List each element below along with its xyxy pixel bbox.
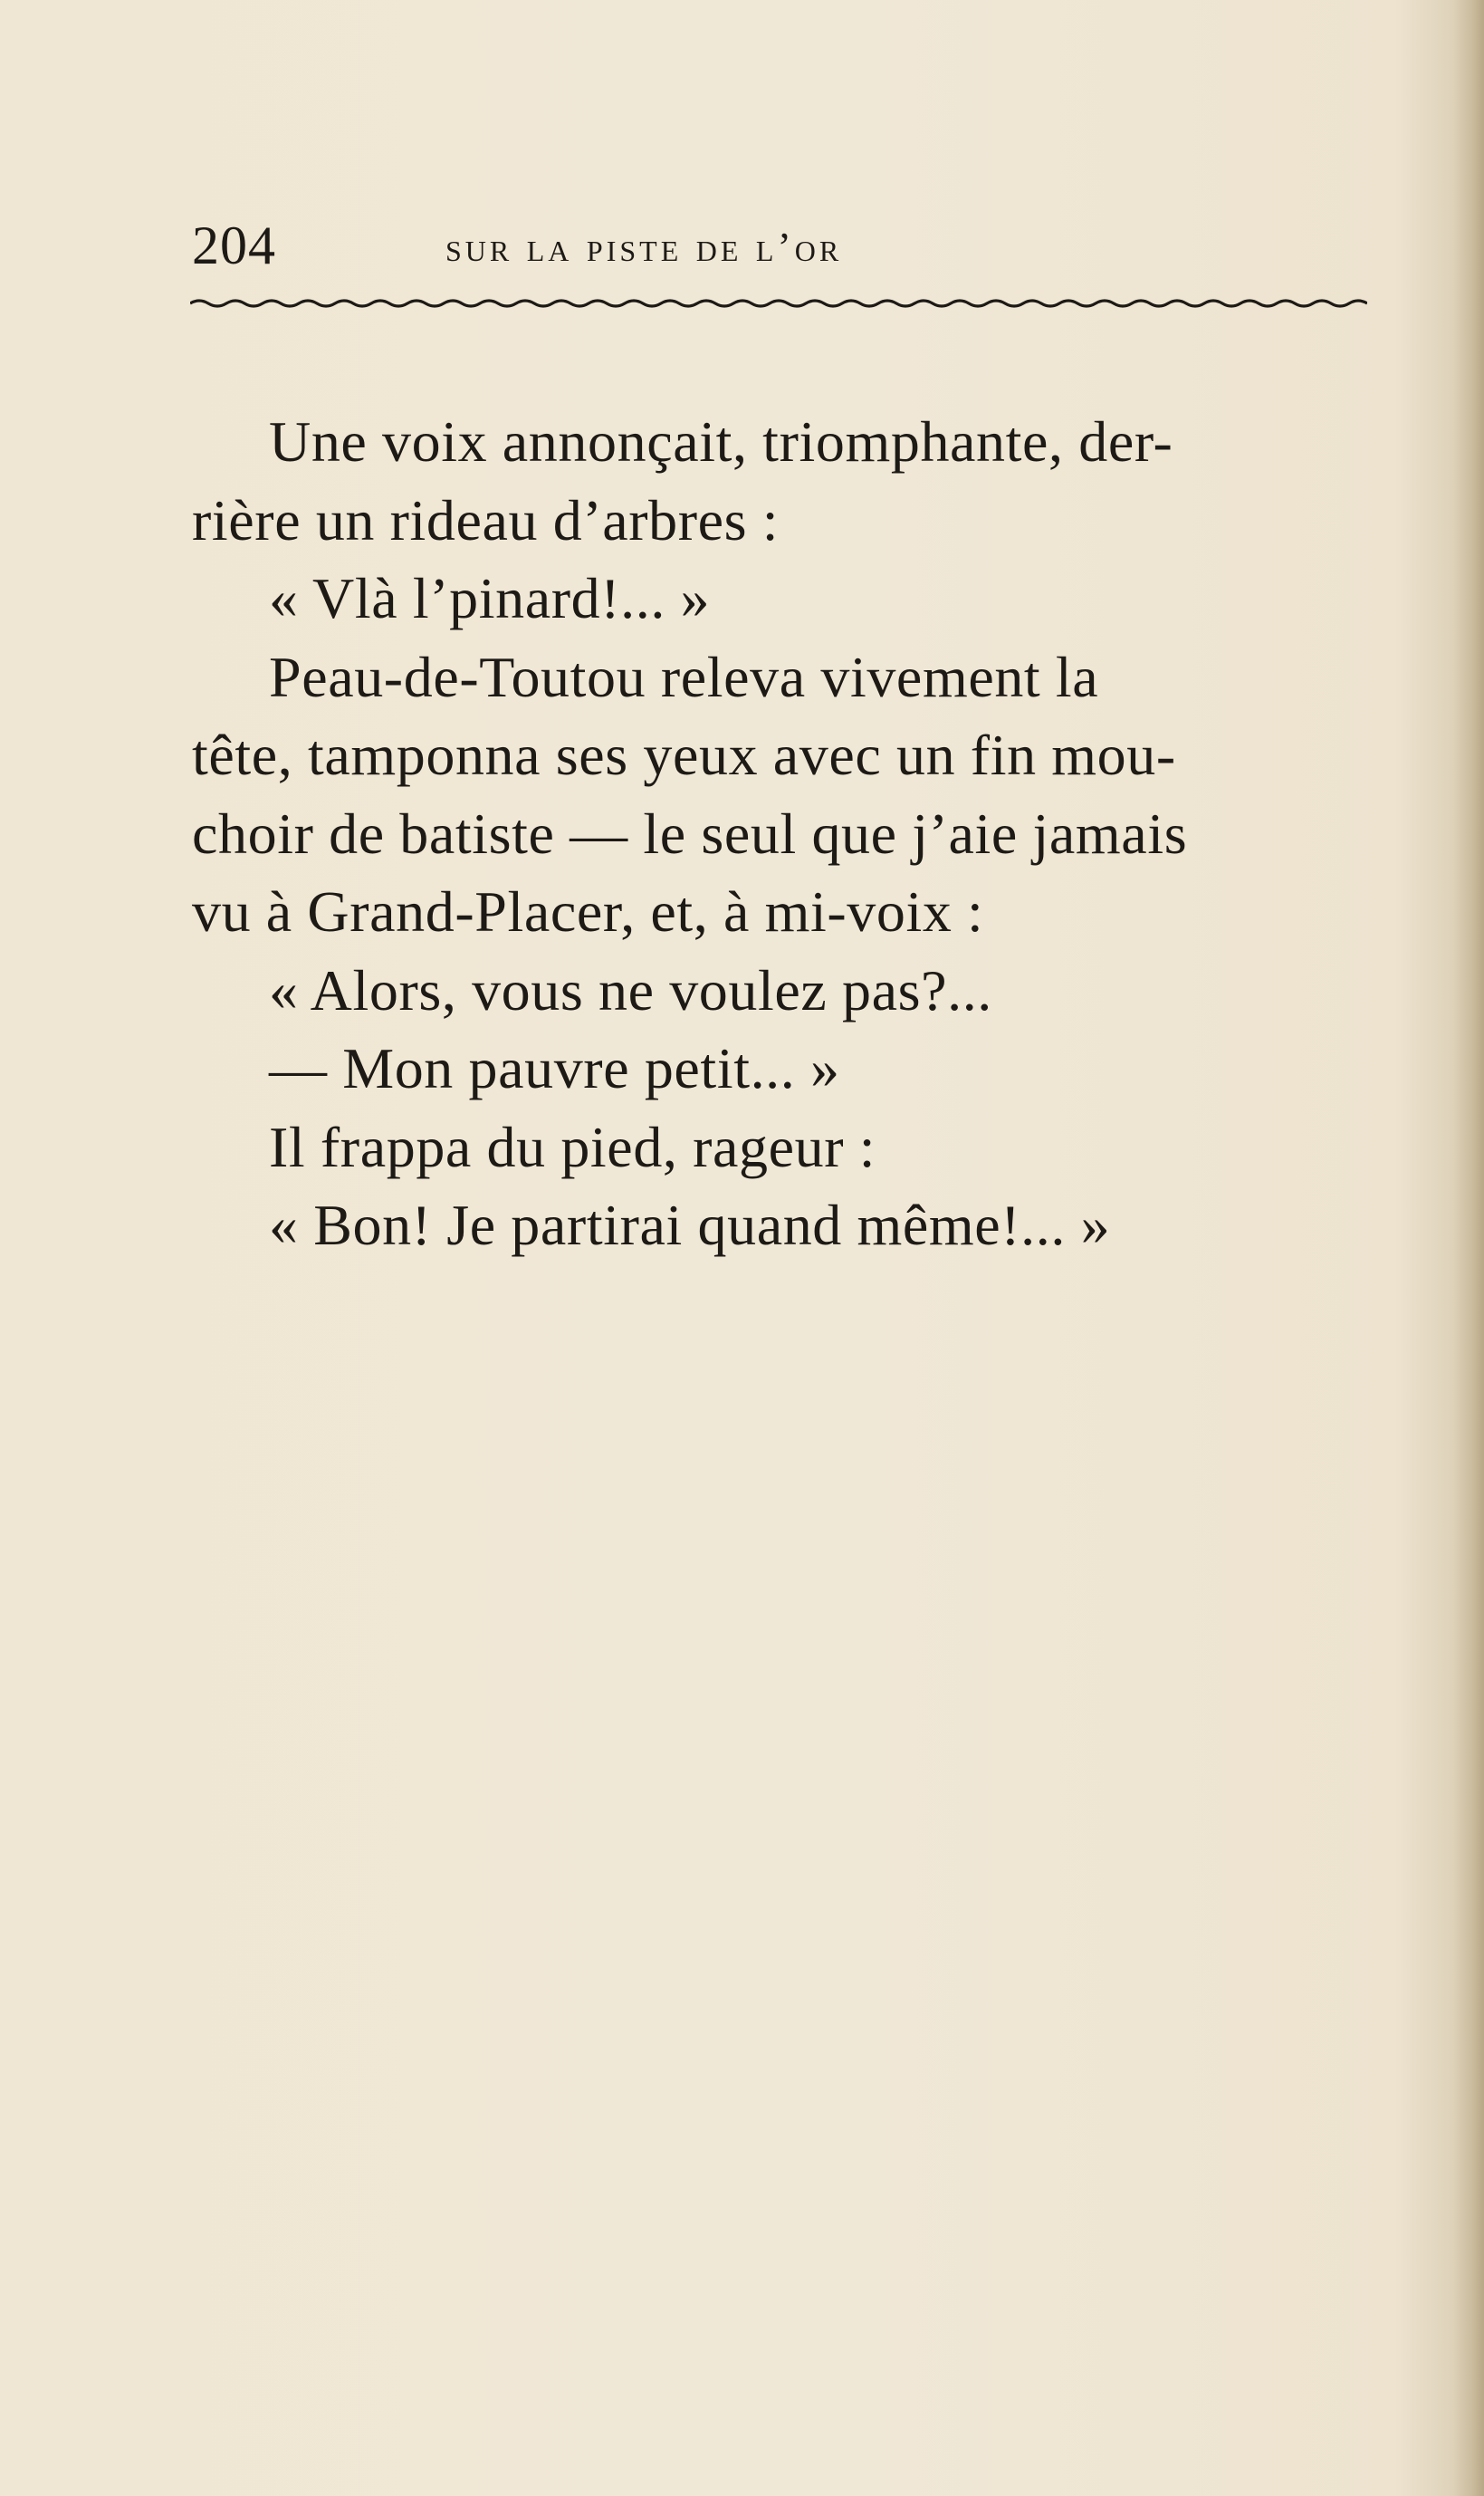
decorative-rule — [190, 293, 1367, 312]
text-line-4: Peau-de-Toutou releva vivement la — [269, 644, 1099, 709]
text-line-5: tête, tamponna ses yeux avec un fin mou- — [192, 723, 1176, 787]
body-text — [192, 403, 1369, 1265]
text-line-7: vu à Grand-Placer, et, à mi-voix : — [192, 879, 984, 944]
text-line-8: « Alors, vous ne voulez pas?... — [269, 957, 992, 1022]
page-header — [192, 214, 1369, 277]
text-line-9: — Mon pauvre petit... » — [269, 1036, 840, 1100]
text-line-3: « Vlà l’pinard!... » — [269, 566, 711, 630]
text-line-10: Il frappa du pied, rageur : — [269, 1114, 876, 1179]
text-line-11: « Bon! Je partirai quand même!... » — [269, 1193, 1111, 1257]
page-edge-shadow — [1453, 0, 1484, 2496]
text-line-6: choir de batiste — le seul que j’aie jamais — [192, 801, 1188, 866]
text-line-1: Une voix annonçait, triomphante, der- — [269, 409, 1173, 474]
page-number: 204 — [192, 216, 276, 275]
text-line-2: rière un rideau d’arbres : — [192, 487, 780, 552]
running-title: sur la piste de l’or — [445, 224, 843, 270]
